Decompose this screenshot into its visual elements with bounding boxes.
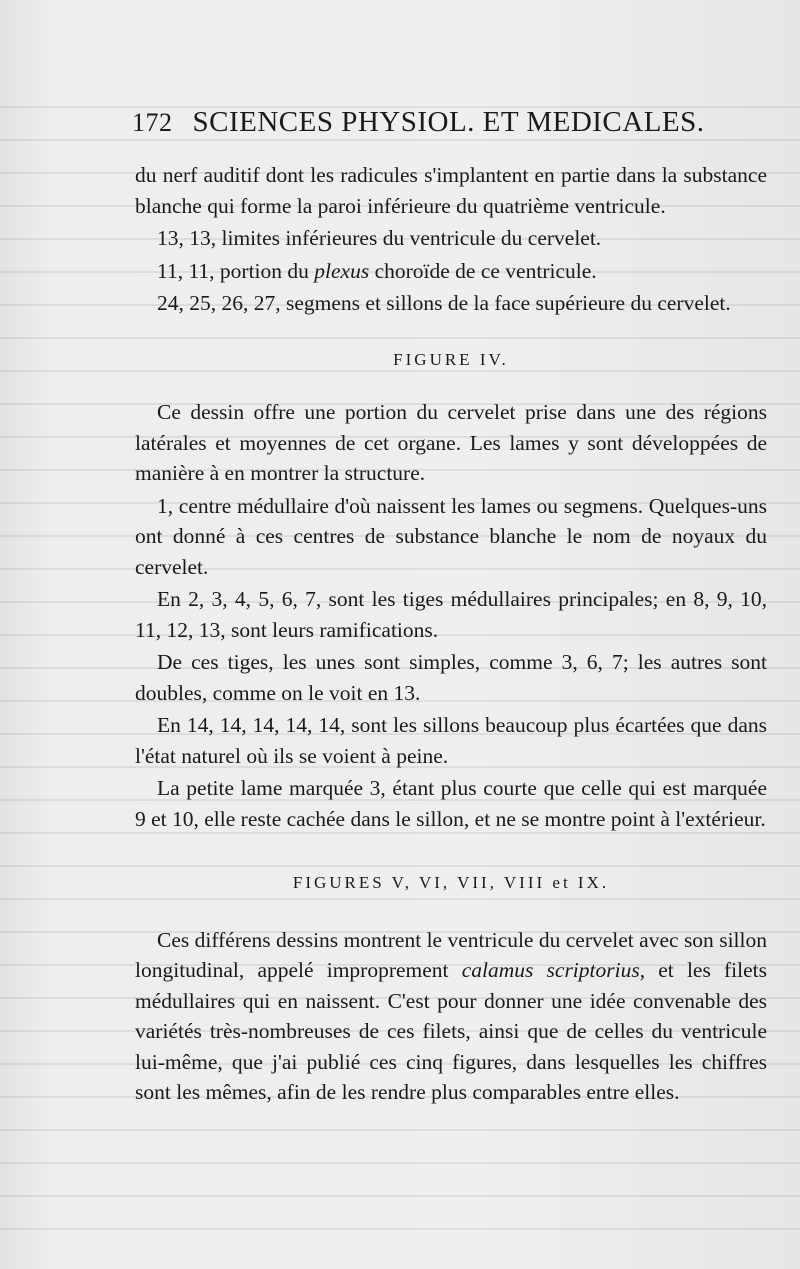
page-body — [135, 160, 767, 1110]
figures-v-ix-heading: FIGURES V, VI, VII, VIII et IX. — [292, 873, 610, 892]
figure-iv-paragraph: Ce dessin offre une portion du cervelet prise dans une des régions latérales et moyennes de cet organe. Les lames y sont développées de manière à en montrer la structure. — [135, 400, 767, 485]
plexus-italic: plexus — [314, 258, 370, 283]
figure-iv-heading: FIGURE IV. — [393, 349, 509, 369]
figure-iv-paragraph: La petite lame marquée 3, étant plus courte que celle qui est marquée 9 et 10, elle reste cachée dans le sillon, et ne se montre point à l'extérieur. — [135, 776, 767, 831]
figure-iv-paragraph: De ces tiges, les unes sont simples, comme 3, 6, 7; les autres sont doubles, comme on le voit en 13. — [135, 650, 767, 705]
paragraph-plexus: 11, 11, portion du plexus choroïde de ce ventricule. — [157, 258, 597, 283]
figures-v-ix-paragraph — [135, 925, 767, 1108]
latin-term: calamus scriptorius — [461, 958, 640, 982]
text-segment: , et les filets médullaires qui en naissent. C'est pour donner une idée convenable des variétés très-nombreuses de ces filets, ainsi que de celles du ventricule lui-même, que j'ai publié ces cinq figures, dans lesquelles les chiffres sont les mêmes, afin de les rendre plus comparables entre elles. — [135, 958, 767, 1104]
paragraph-limits: 13, 13, limites inférieures du ventricule du cervelet. — [157, 226, 602, 250]
figure-iv-paragraph: En 14, 14, 14, 14, 14, sont les sillons beaucoup plus écartées que dans l'état naturel où ils se voient à peine. — [135, 713, 767, 768]
figure-iv-paragraph: En 2, 3, 4, 5, 6, 7, sont les tiges médullaires principales; en 8, 9, 10, 11, 12, 13, sont leurs ramifications. — [135, 587, 767, 642]
paragraph-continuation: du nerf auditif dont les radicules s'implantent en partie dans la substance blanche qui forme la paroi inférieure du quatrième ventricule. — [135, 163, 767, 218]
running-head: SCIENCES PHYSIOL. ET MEDICALES. — [192, 106, 705, 138]
figure-iv-paragraph: 1, centre médullaire d'où naissent les lames ou segmens. Quelques-uns ont donné à ces centres de substance blanche le nom de noyaux du cervelet. — [135, 493, 767, 579]
page-number: 172 — [132, 108, 173, 137]
page-header — [132, 106, 742, 139]
paragraph-segments: 24, 25, 26, 27, segmens et sillons de la face supérieure du cervelet. — [157, 291, 731, 315]
text-segment: Ces différens dessins montrent le ventricule du cervelet avec son sillon longitudinal, appelé improprement — [135, 927, 767, 982]
